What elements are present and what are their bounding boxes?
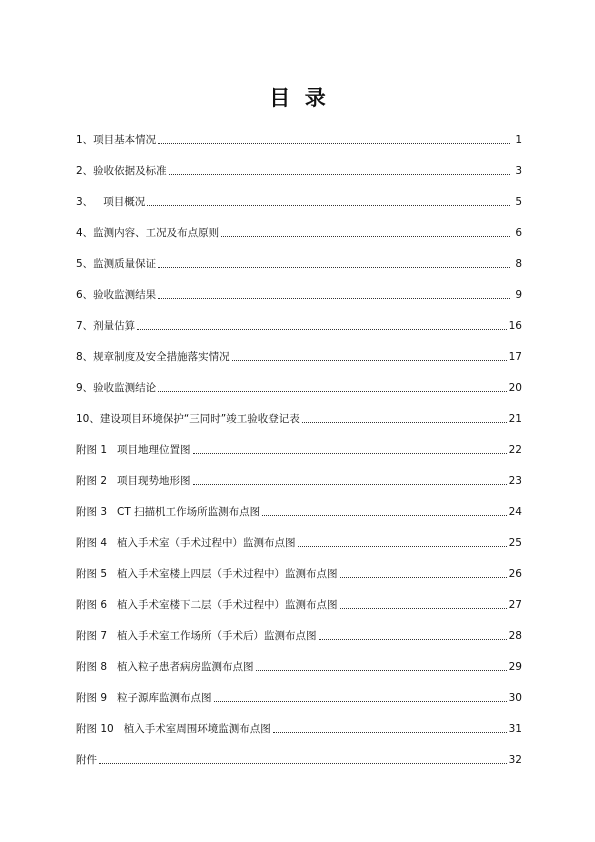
toc-page-number: 28: [508, 630, 522, 642]
toc-entry-label: 附图 1 项目地理位置图: [76, 444, 191, 456]
toc-page-number: 20: [508, 382, 522, 394]
toc-entry[interactable]: [76, 346, 522, 364]
dot-leader: [262, 514, 507, 516]
toc-entry-label: 附图 4 植入手术室（手术过程中）监测布点图: [76, 537, 296, 549]
dot-leader: [169, 173, 510, 175]
dot-leader: [273, 731, 507, 733]
toc-entry-label: 附图 6 植入手术室楼下二层（手术过程中）监测布点图: [76, 599, 338, 611]
toc-entry-label: 10、建设项目环境保护“三同时”竣工验收登记表: [76, 413, 300, 425]
toc-entry[interactable]: [76, 377, 522, 395]
toc-page-number: 29: [508, 661, 522, 673]
toc-entry-label: 附图 3 CT 扫描机工作场所监测布点图: [76, 506, 261, 518]
toc-entry-label: 附图 8 植入粒子患者病房监测布点图: [76, 661, 254, 673]
dot-leader: [256, 669, 507, 671]
toc-page-number: 16: [508, 320, 522, 332]
dot-leader: [99, 762, 507, 764]
toc-entry-label: 2、验收依据及标准: [76, 165, 167, 177]
toc-entry[interactable]: [76, 315, 522, 333]
toc-entry[interactable]: [76, 253, 522, 271]
toc-page-number: 8: [515, 258, 522, 270]
toc-page-number: 17: [508, 351, 522, 363]
toc-entry[interactable]: [76, 718, 522, 736]
toc-entry-label: 附件: [76, 754, 97, 766]
dot-leader: [193, 483, 507, 485]
toc-page-number: 5: [515, 196, 522, 208]
toc-page-number: 27: [508, 599, 522, 611]
toc-entry[interactable]: [76, 532, 522, 550]
toc-page-number: 6: [515, 227, 522, 239]
dot-leader: [158, 142, 510, 144]
toc-page-number: 22: [508, 444, 522, 456]
dot-leader: [340, 607, 507, 609]
toc-entry[interactable]: [76, 222, 522, 240]
toc-entry[interactable]: [76, 408, 522, 426]
toc-entry[interactable]: [76, 470, 522, 488]
toc-entry[interactable]: [76, 439, 522, 457]
toc-entry[interactable]: [76, 749, 522, 767]
toc-entry-label: 9、验收监测结论: [76, 382, 157, 394]
dot-leader: [340, 576, 507, 578]
toc-page-number: 3: [515, 165, 522, 177]
toc-entry-label: 8、规章制度及安全措施落实情况: [76, 351, 230, 363]
toc-page-number: 26: [508, 568, 522, 580]
toc-entry[interactable]: [76, 129, 522, 147]
toc-entry[interactable]: [76, 160, 522, 178]
toc-page-number: 23: [508, 475, 522, 487]
toc-entry-label: 4、监测内容、工况及布点原则: [76, 227, 220, 239]
dot-leader: [158, 390, 506, 392]
toc-page-number: 25: [508, 537, 522, 549]
dot-leader: [319, 638, 507, 640]
dot-leader: [158, 297, 510, 299]
toc-page-number: 21: [508, 413, 522, 425]
toc-page-number: 32: [508, 754, 522, 766]
page-title: 目 录: [269, 86, 326, 110]
toc-page-number: 30: [508, 692, 522, 704]
dot-leader: [302, 421, 507, 423]
toc-entry-label: 附图 7 植入手术室工作场所（手术后）监测布点图: [76, 630, 317, 642]
toc-entry-label: 附图 10 植入手术室周围环境监测布点图: [76, 723, 271, 735]
toc-entry-label: 1、项目基本情况: [76, 134, 157, 146]
toc-entry[interactable]: [76, 594, 522, 612]
dot-leader: [193, 452, 507, 454]
toc-entry-label: 6、验收监测结果: [76, 289, 157, 301]
dot-leader: [137, 328, 506, 330]
dot-leader: [232, 359, 507, 361]
dot-leader: [221, 235, 510, 237]
toc-entry[interactable]: [76, 687, 522, 705]
toc-page-number: 9: [515, 289, 522, 301]
toc-page-number: 31: [508, 723, 522, 735]
toc-page-number: 24: [508, 506, 522, 518]
dot-leader: [158, 266, 510, 268]
toc-entry[interactable]: [76, 284, 522, 302]
toc-entry[interactable]: [76, 191, 522, 209]
toc-entry-label: 附图 2 项目现势地形图: [76, 475, 191, 487]
toc-entry[interactable]: [76, 563, 522, 581]
toc-page-number: 1: [515, 134, 522, 146]
toc-entry-label: 3、 项目概况: [76, 196, 146, 208]
toc-entry-label: 7、剂量估算: [76, 320, 136, 332]
dot-leader: [214, 700, 507, 702]
toc-entry[interactable]: [76, 625, 522, 643]
dot-leader: [147, 204, 510, 206]
toc-entry-label: 5、监测质量保证: [76, 258, 157, 270]
toc-entry-label: 附图 9 粒子源库监测布点图: [76, 692, 212, 704]
toc-entry[interactable]: [76, 656, 522, 674]
toc-entry-label: 附图 5 植入手术室楼上四层（手术过程中）监测布点图: [76, 568, 338, 580]
toc-entry[interactable]: [76, 501, 522, 519]
dot-leader: [298, 545, 507, 547]
